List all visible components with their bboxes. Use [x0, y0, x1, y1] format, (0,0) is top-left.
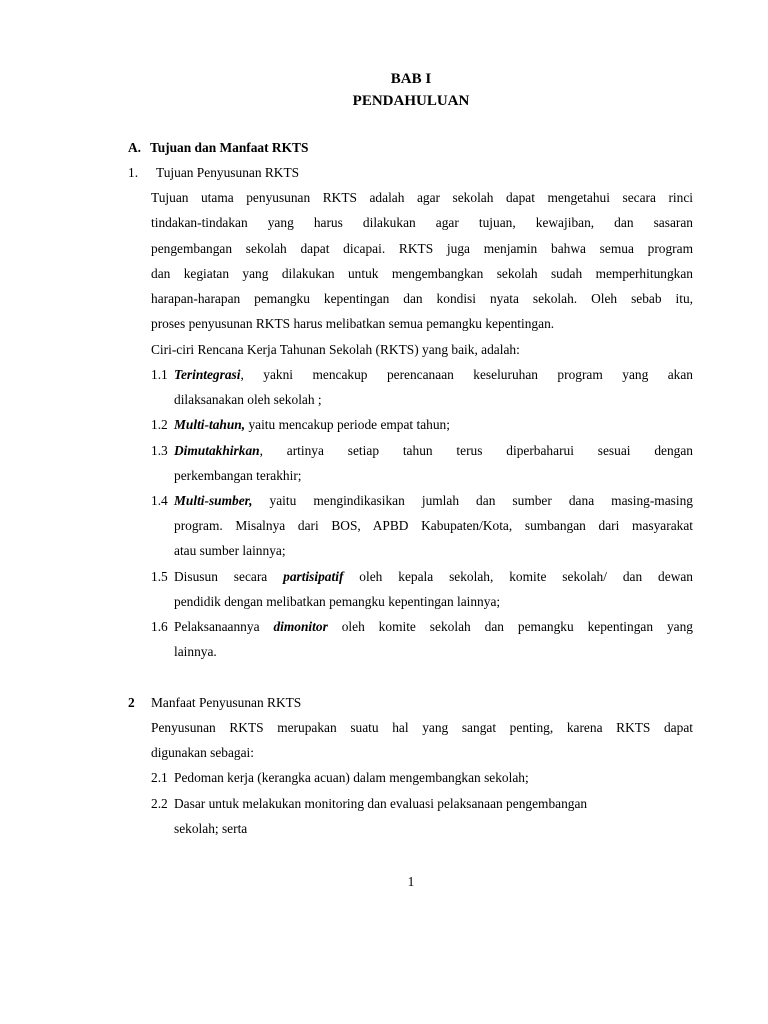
- item-term: Dimutakhirkan: [174, 443, 260, 458]
- chapter-label: BAB I: [390, 71, 432, 87]
- sub1-para-line: Tujuan utama penyusunan RKTS adalah agar sekolah dapat mengetahui secara rinci: [151, 190, 693, 205]
- item-term: partisipatif: [283, 569, 344, 584]
- criteria-intro: Ciri-ciri Rencana Kerja Tahunan Sekolah (RKTS) yang baik, adalah:: [151, 342, 520, 357]
- sub2-para-line: Penyusunan RKTS merupakan suatu hal yang sangat penting, karena RKTS dapat: [151, 720, 693, 735]
- section-a-marker: A.: [128, 140, 142, 155]
- sub2-heading: Manfaat Penyusunan RKTS: [151, 695, 302, 710]
- sub1-para-line: proses penyusunan RKTS harus melibatkan semua pemangku kepentingan.: [151, 316, 555, 331]
- sub1-para-line: tindakan-tindakan yang harus dilakukan agar tujuan, kewajiban, dan sasaran: [151, 215, 693, 230]
- item-text: Disusun secara: [174, 569, 284, 584]
- item-number: 1.6: [151, 619, 168, 634]
- sub2-para-line: digunakan sebagai:: [151, 745, 254, 760]
- item-number: 1.1: [151, 367, 168, 382]
- item-number: 1.4: [151, 493, 168, 508]
- page-number: 1: [407, 874, 415, 889]
- list-item-continuation: perkembangan terakhir;: [174, 468, 302, 483]
- item-term: Multi-tahun,: [174, 417, 246, 432]
- sub1-marker: 1.: [128, 165, 139, 180]
- item-term: dimonitor: [273, 619, 328, 634]
- list-item-continuation: lainnya.: [174, 644, 217, 659]
- list-item-line: [174, 442, 693, 460]
- section-a-heading: Tujuan dan Manfaat RKTS: [150, 140, 309, 155]
- chapter-title: PENDAHULUAN: [352, 93, 470, 109]
- item-text: oleh kepala sekolah, komite sekolah/ dan dewan: [343, 569, 693, 584]
- list-item-line: [174, 366, 693, 384]
- item-number: 1.5: [151, 569, 168, 584]
- item-text: , artinya setiap tahun terus diperbaharui sesuai dengan: [259, 443, 693, 458]
- list-item-line: [174, 618, 693, 636]
- item-number: 2.1: [151, 770, 168, 785]
- item-term: Terintegrasi: [174, 367, 241, 382]
- sub1-para-line: pengembangan sekolah dapat dicapai. RKTS juga menjamin bahwa semua program: [151, 241, 693, 256]
- list-item-continuation: sekolah; serta: [174, 821, 248, 836]
- list-item-line: [174, 416, 450, 434]
- item-text: , yakni mencakup perencanaan keseluruhan program yang akan: [240, 367, 693, 382]
- sub1-para-line: dan kegiatan yang dilakukan untuk mengembangkan sekolah sudah memperhitungkan: [151, 266, 693, 281]
- list-item-continuation: program. Misalnya dari BOS, APBD Kabupaten/Kota, sumbangan dari masyarakat: [174, 518, 693, 533]
- list-item-continuation: pendidik dengan melibatkan pemangku kepentingan lainnya;: [174, 594, 501, 609]
- list-item-line: [174, 492, 693, 510]
- item-text: oleh komite sekolah dan pemangku kepentingan yang: [327, 619, 693, 634]
- sub1-para-line: harapan-harapan pemangku kepentingan dan kondisi nyata sekolah. Oleh sebab itu,: [151, 291, 693, 306]
- list-item-line: Pedoman kerja (kerangka acuan) dalam mengembangkan sekolah;: [174, 770, 529, 785]
- item-term: Multi-sumber,: [174, 493, 253, 508]
- sub1-heading: Tujuan Penyusunan RKTS: [156, 165, 300, 180]
- item-text: yaitu mengindikasikan jumlah dan sumber dana masing-masing: [252, 493, 693, 508]
- item-number: 1.3: [151, 443, 168, 458]
- sub2-marker: 2: [128, 695, 135, 710]
- list-item-continuation: atau sumber lainnya;: [174, 543, 286, 558]
- item-number: 2.2: [151, 796, 168, 811]
- item-text: yaitu mencakup periode empat tahun;: [245, 417, 450, 432]
- list-item-continuation: dilaksanakan oleh sekolah ;: [174, 392, 322, 407]
- list-item-line: Dasar untuk melakukan monitoring dan evaluasi pelaksanaan pengembangan: [174, 796, 588, 811]
- item-number: 1.2: [151, 417, 168, 432]
- list-item-line: [174, 568, 693, 586]
- item-text: Pelaksanaannya: [174, 619, 274, 634]
